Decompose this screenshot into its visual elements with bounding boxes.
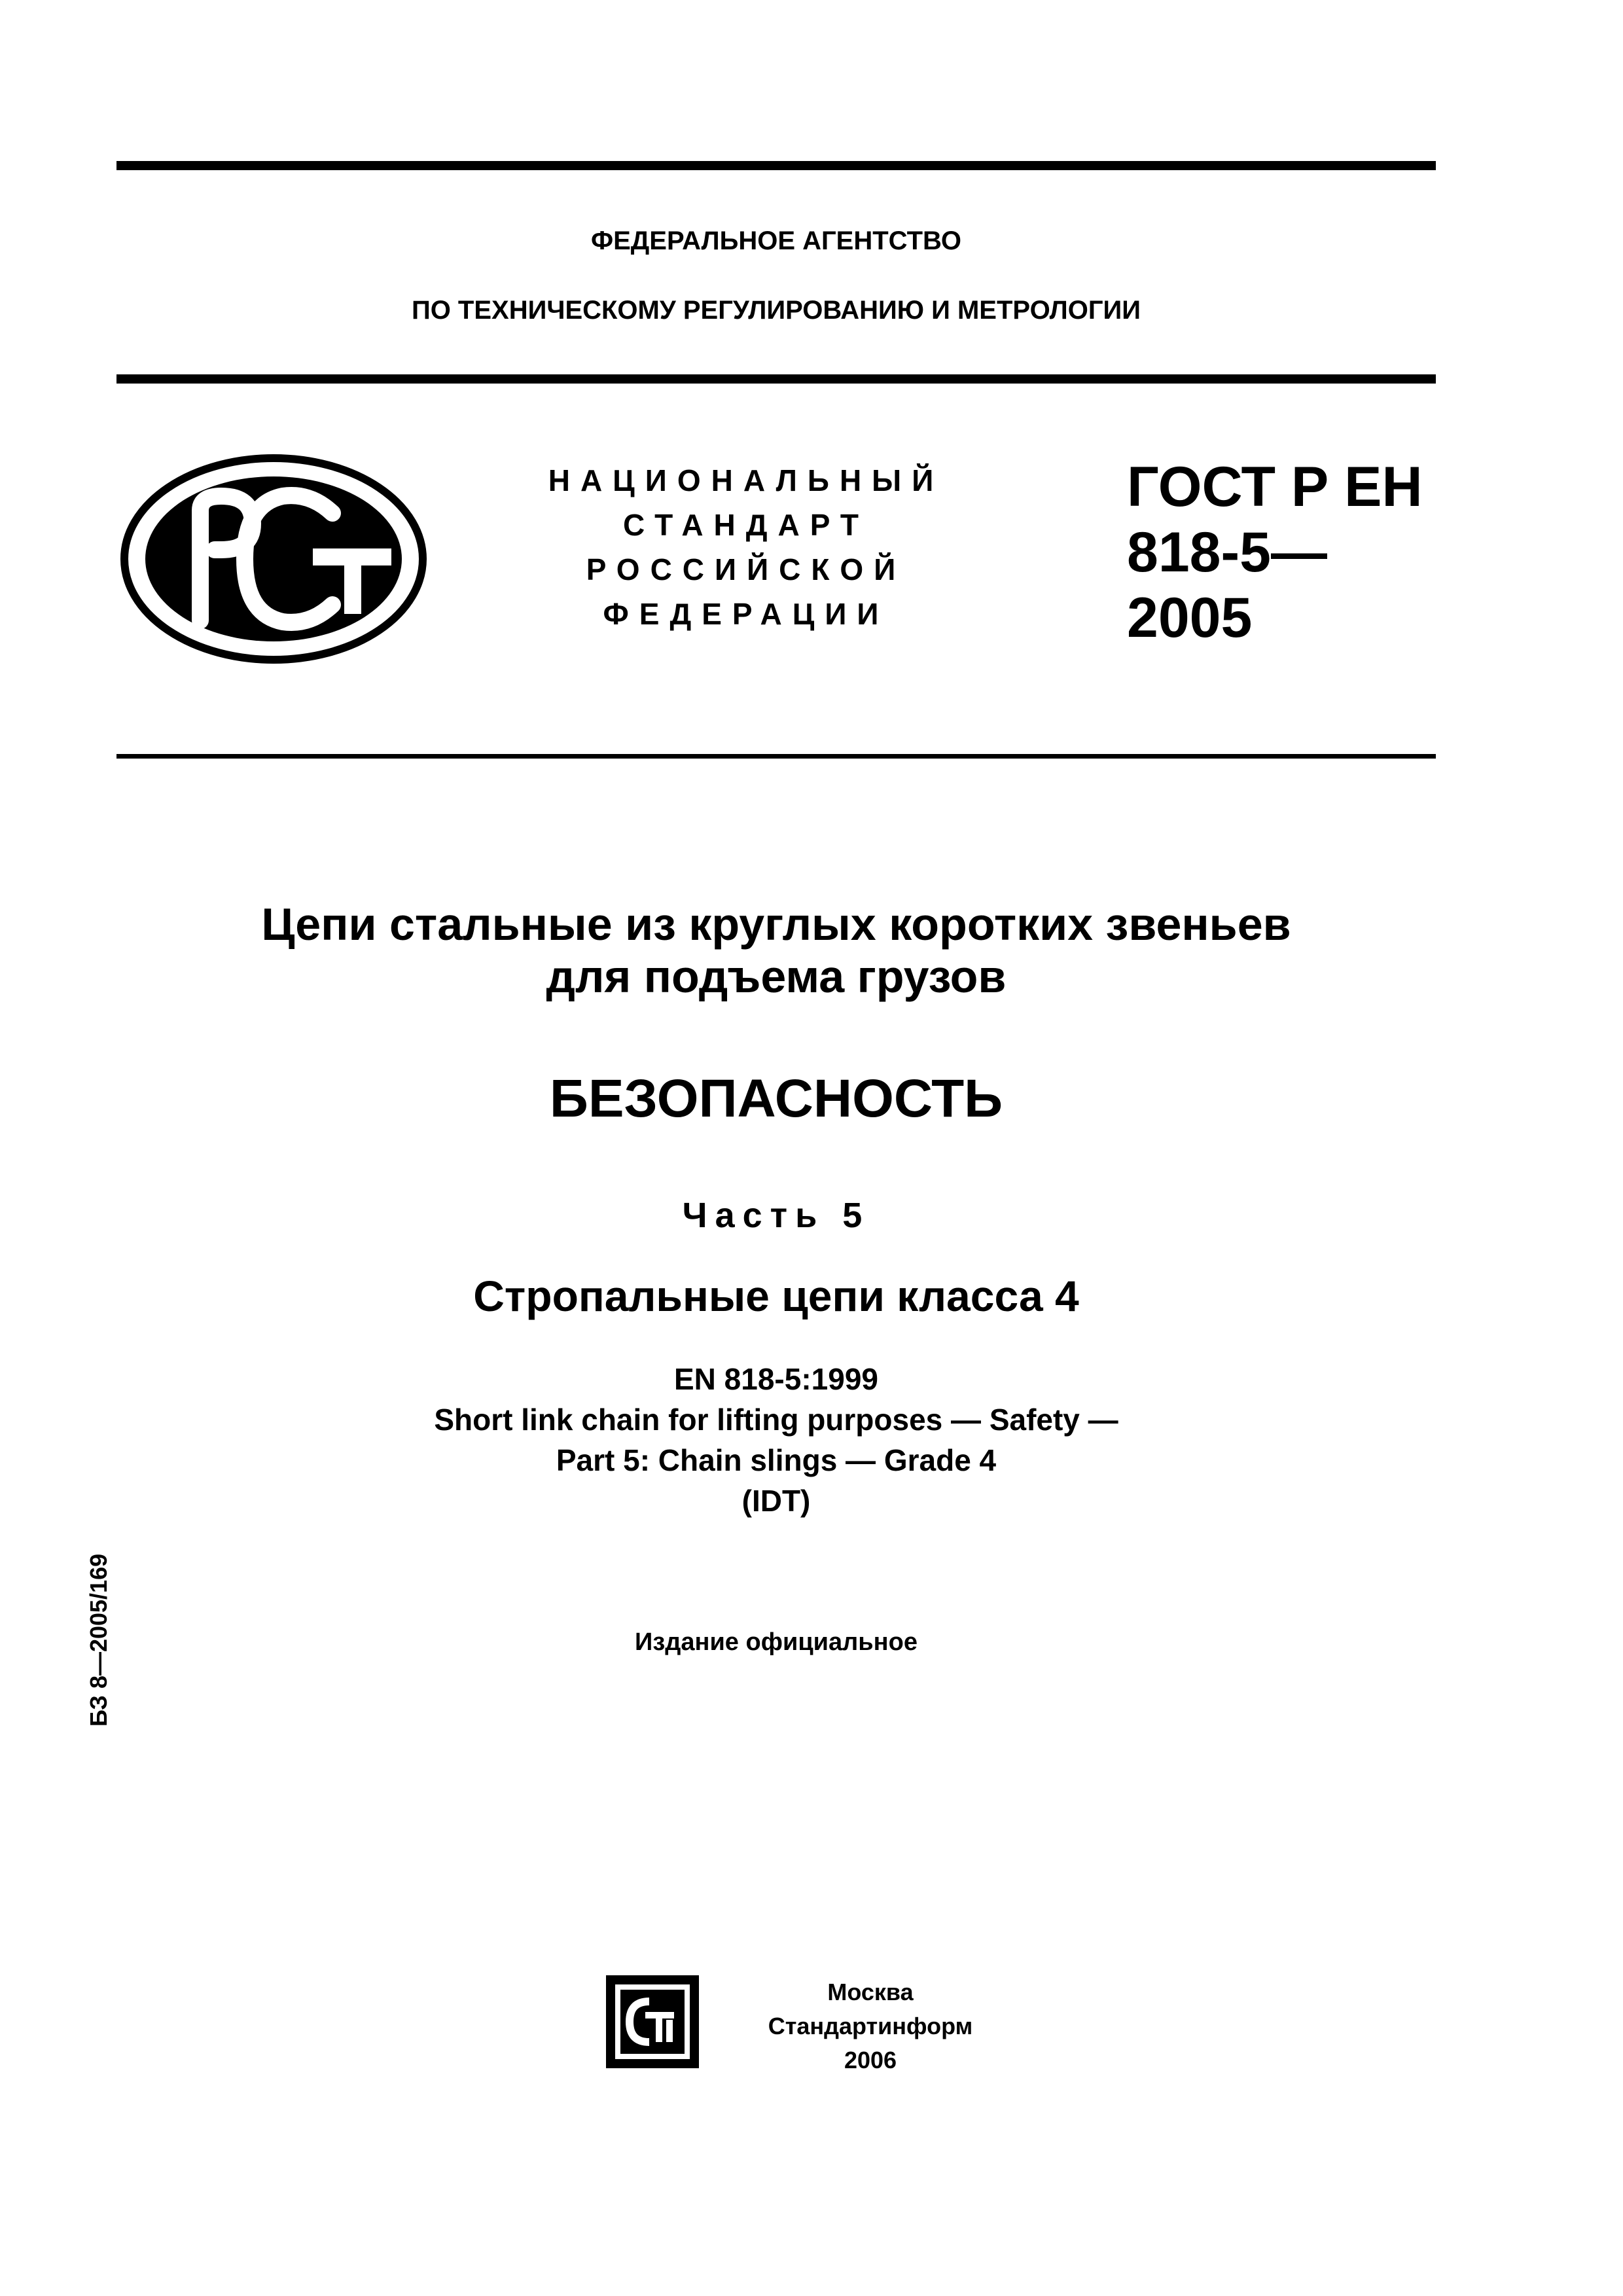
publisher-year: 2006 (844, 2047, 897, 2073)
english-code: EN 818-5:1999 (674, 1362, 878, 1396)
designation-rule (116, 754, 1436, 759)
part-subtitle: Стропальные цепи класса 4 (473, 1272, 1079, 1320)
english-reference (116, 1359, 1436, 1521)
title-line-2: для подъема грузов (546, 951, 1007, 1002)
title-line-1: Цепи стальные из круглых коротких звеньев (261, 899, 1291, 950)
publisher-name: Стандартинформ (768, 2013, 973, 2039)
rst-logo-text: РСТ (116, 450, 118, 451)
publisher-city: Москва (827, 1979, 914, 2005)
part-label: Часть 5 (682, 1196, 870, 1235)
english-idt: (IDT) (741, 1484, 811, 1518)
side-code: БЗ 8—2005/169 (85, 1553, 112, 1727)
english-line-2: Part 5: Chain slings — Grade 4 (556, 1443, 997, 1477)
top-rule (116, 161, 1436, 170)
english-line-1: Short link chain for lifting purposes — Safety — (434, 1403, 1118, 1437)
header-rule (116, 374, 1436, 384)
agency-line-1: ФЕДЕРАЛЬНОЕ АГЕНТСТВО (590, 226, 962, 255)
safety-heading: БЕЗОПАСНОСТЬ (549, 1069, 1003, 1128)
publisher-block (733, 1975, 1008, 2077)
national-line-3: РОССИЙСКОЙ (586, 552, 906, 586)
agency-line-2: ПО ТЕХНИЧЕСКОМУ РЕГУЛИРОВАНИЮ И МЕТРОЛОГИИ (411, 296, 1141, 325)
designation-line-3: 2005 (1127, 586, 1253, 649)
publisher-logo-icon (603, 1973, 702, 2071)
national-line-4: ФЕДЕРАЦИИ (603, 597, 889, 631)
national-line-2: СТАНДАРТ (623, 508, 869, 542)
designation-line-2: 818-5— (1127, 521, 1327, 584)
edition-label: Издание официальное (635, 1628, 918, 1656)
national-line-1: НАЦИОНАЛЬНЫЙ (548, 463, 944, 497)
standard-designation (1127, 454, 1467, 651)
rst-logo-icon (116, 450, 431, 668)
designation-line-1: ГОСТ Р ЕН (1127, 456, 1423, 518)
national-standard-block (510, 458, 982, 636)
